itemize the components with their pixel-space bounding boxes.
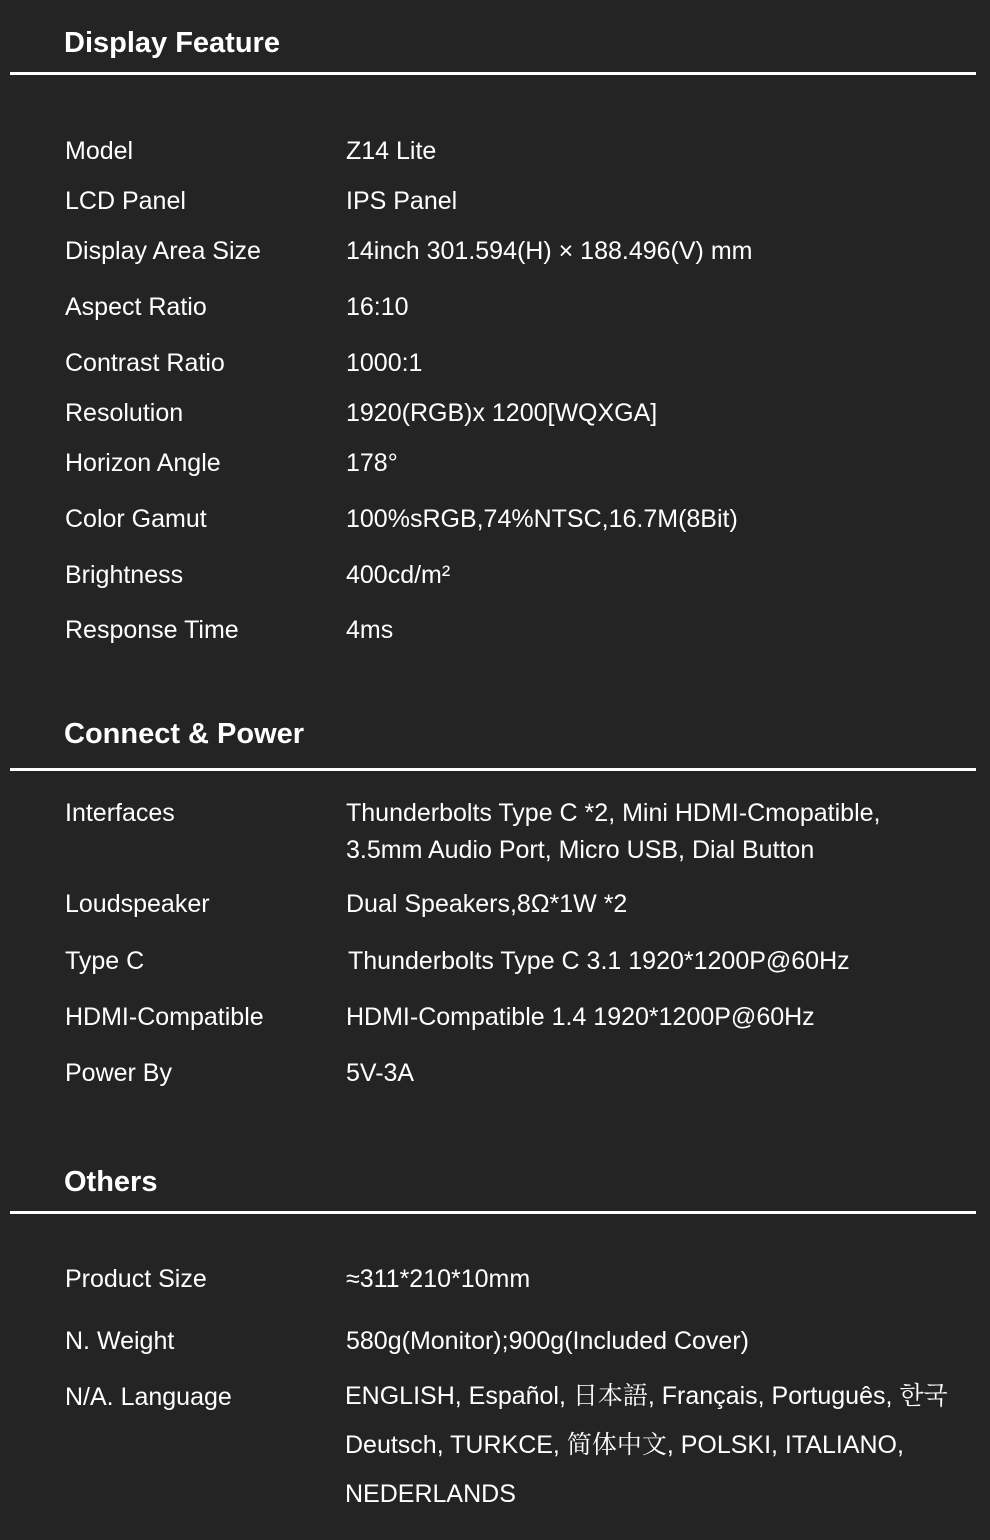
spec-value: Z14 Lite: [346, 137, 437, 165]
section-divider: [10, 72, 976, 75]
spec-value: [345, 1372, 980, 1519]
spec-label: Response Time: [65, 616, 239, 644]
spec-label: Power By: [65, 1059, 172, 1087]
spec-value: 5V-3A: [346, 1059, 415, 1087]
spec-label: N/A. Language: [65, 1383, 232, 1411]
spec-value-line: NEDERLANDS: [345, 1480, 516, 1508]
section-title-display-feature: Display Feature: [64, 27, 280, 59]
spec-label: Model: [65, 137, 134, 165]
spec-value: 16:10: [346, 293, 409, 321]
spec-label: Contrast Ratio: [65, 349, 225, 377]
spec-value: 580g(Monitor);900g(Included Cover): [346, 1327, 749, 1355]
spec-value: ≈311*210*10mm: [346, 1265, 531, 1293]
spec-label: Interfaces: [65, 799, 175, 827]
spec-value: IPS Panel: [346, 187, 458, 215]
spec-label: Type C: [65, 947, 145, 975]
spec-value: 178°: [346, 449, 398, 477]
spec-value: [346, 795, 976, 869]
spec-label: LCD Panel: [65, 187, 186, 215]
spec-value: HDMI-Compatible 1.4 1920*1200P@60Hz: [346, 1003, 815, 1031]
spec-value-line: ENGLISH, Español, 日本語, Français, Português, 한국: [345, 1382, 948, 1410]
section-title-others: Others: [64, 1166, 158, 1198]
spec-value: 100%sRGB,74%NTSC,16.7M(8Bit): [346, 505, 738, 533]
spec-value: Dual Speakers,8Ω*1W *2: [346, 890, 628, 918]
spec-label: Aspect Ratio: [65, 293, 207, 321]
section-title-connect-power: Connect & Power: [64, 718, 305, 750]
spec-value-line: 3.5mm Audio Port, Micro USB, Dial Button: [346, 836, 815, 864]
spec-label: Loudspeaker: [65, 890, 210, 918]
spec-label: Color Gamut: [65, 505, 207, 533]
spec-value: 4ms: [346, 616, 394, 644]
spec-label: Brightness: [65, 561, 184, 589]
spec-label: N. Weight: [65, 1327, 175, 1355]
spec-value: 1000:1: [346, 349, 423, 377]
spec-value: 1920(RGB)x 1200[WQXGA]: [346, 399, 658, 427]
spec-value: 400cd/m²: [346, 561, 451, 589]
spec-value: 14inch 301.594(H) × 188.496(V) mm: [346, 237, 753, 265]
section-divider: [10, 1211, 976, 1214]
section-divider: [10, 768, 976, 771]
spec-label: Display Area Size: [65, 237, 261, 265]
spec-label: HDMI-Compatible: [65, 1003, 264, 1031]
spec-label: Horizon Angle: [65, 449, 221, 477]
spec-label: Product Size: [65, 1265, 207, 1293]
spec-label: Resolution: [65, 399, 184, 427]
spec-value-line: Deutsch, TURKCE, 简体中文, POLSKI, ITALIANO,: [345, 1431, 904, 1459]
spec-value-line: Thunderbolts Type C *2, Mini HDMI-Cmopatible,: [346, 799, 881, 827]
spec-value: Thunderbolts Type C 3.1 1920*1200P@60Hz: [348, 947, 850, 975]
